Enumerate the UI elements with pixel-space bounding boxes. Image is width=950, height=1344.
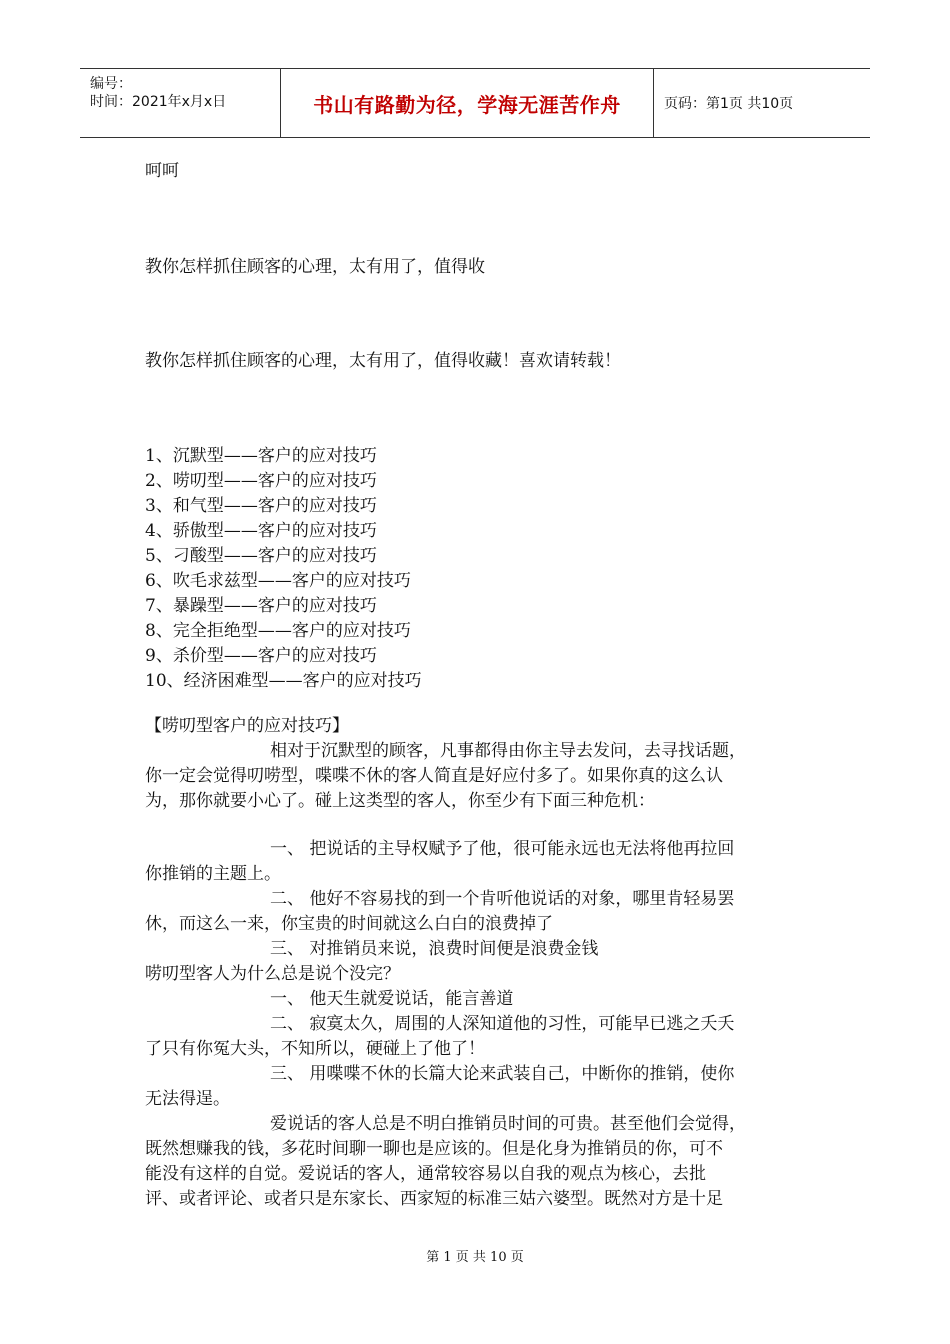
text-line: 教你怎样抓住顾客的心理，太有用了，值得收藏！喜欢请转载！ [145,351,621,371]
paragraph-line: 三、 用喋喋不休的长篇大论来武装自己，中断你的推销，使你 [270,1064,735,1084]
list-item: 4、骄傲型——客户的应对技巧 [145,521,377,541]
paragraph-line: 相对于沉默型的顾客，凡事都得由你主导去发问，去寻找话题， [270,741,746,761]
list-item: 9、杀价型——客户的应对技巧 [145,646,377,666]
list-item: 7、暴躁型——客户的应对技巧 [145,596,377,616]
paragraph-line: 休，而这么一来，你宝贵的时间就这么白白的浪费掉了 [145,914,553,934]
page-code: 页码：第1页 共10页 [664,96,794,112]
paragraph-line: 三、 对推销员来说，浪费时间便是浪费金钱 [270,939,599,959]
list-item: 2、唠叨型——客户的应对技巧 [145,471,377,491]
paragraph-line: 无法得逞。 [145,1089,230,1109]
paragraph-line: 爱说话的客人总是不明白推销员时间的可贵。甚至他们会觉得， [270,1114,746,1134]
list-item: 1、沉默型——客户的应对技巧 [145,446,377,466]
paragraph-line: 评、或者评论、或者只是东家长、西家短的标准三姑六婆型。既然对方是十足 [145,1189,723,1209]
paragraph-line: 一、 他天生就爱说话，能言善道 [270,989,514,1009]
paragraph-line: 二、 寂寞太久，周围的人深知道他的习性，可能早已逃之夭夭 [270,1014,735,1034]
header-meta-cell [80,69,281,137]
list-item: 6、吹毛求兹型——客户的应对技巧 [145,571,411,591]
list-item: 5、刁酸型——客户的应对技巧 [145,546,377,566]
list-item: 10、经济困难型——客户的应对技巧 [145,671,422,691]
text-line: 呵呵 [145,161,179,181]
number-label: 编号： [90,76,132,92]
list-item: 8、完全拒绝型——客户的应对技巧 [145,621,411,641]
paragraph-line: 了只有你冤大头，不知所以，硬碰上了他了！ [145,1039,485,1059]
paragraph-line: 你推销的主题上。 [145,864,281,884]
page-header-table [80,68,870,138]
time-label: 时间：2021年x月x日 [90,94,227,110]
paragraph-line: 二、 他好不容易找的到一个肯听他说话的对象，哪里肯轻易罢 [270,889,735,909]
header-motto-cell [281,69,654,137]
motto-text: 书山有路勤为径，学海无涯苦作舟 [313,92,621,117]
paragraph-line: 唠叨型客人为什么总是说个没完？ [145,964,400,984]
paragraph-line: 为，那你就要小心了。碰上这类型的客人，你至少有下面三种危机： [145,791,655,811]
paragraph-line: 一、 把说话的主导权赋予了他，很可能永远也无法将他再拉回 [270,839,735,859]
section-title: 【唠叨型客户的应对技巧】 [145,716,349,736]
page-footer: 第 1 页 共 10 页 [426,1250,524,1265]
header-page-cell [654,69,870,137]
list-item: 3、和气型——客户的应对技巧 [145,496,377,516]
paragraph-line: 既然想赚我的钱，多花时间聊一聊也是应该的。但是化身为推销员的你，可不 [145,1139,723,1159]
paragraph-line: 你一定会觉得叨唠型，喋喋不休的客人简直是好应付多了。如果你真的这么认 [145,766,723,786]
text-line: 教你怎样抓住顾客的心理，太有用了，值得收 [145,257,485,277]
paragraph-line: 能没有这样的自觉。爱说话的客人，通常较容易以自我的观点为核心，去批 [145,1164,706,1184]
